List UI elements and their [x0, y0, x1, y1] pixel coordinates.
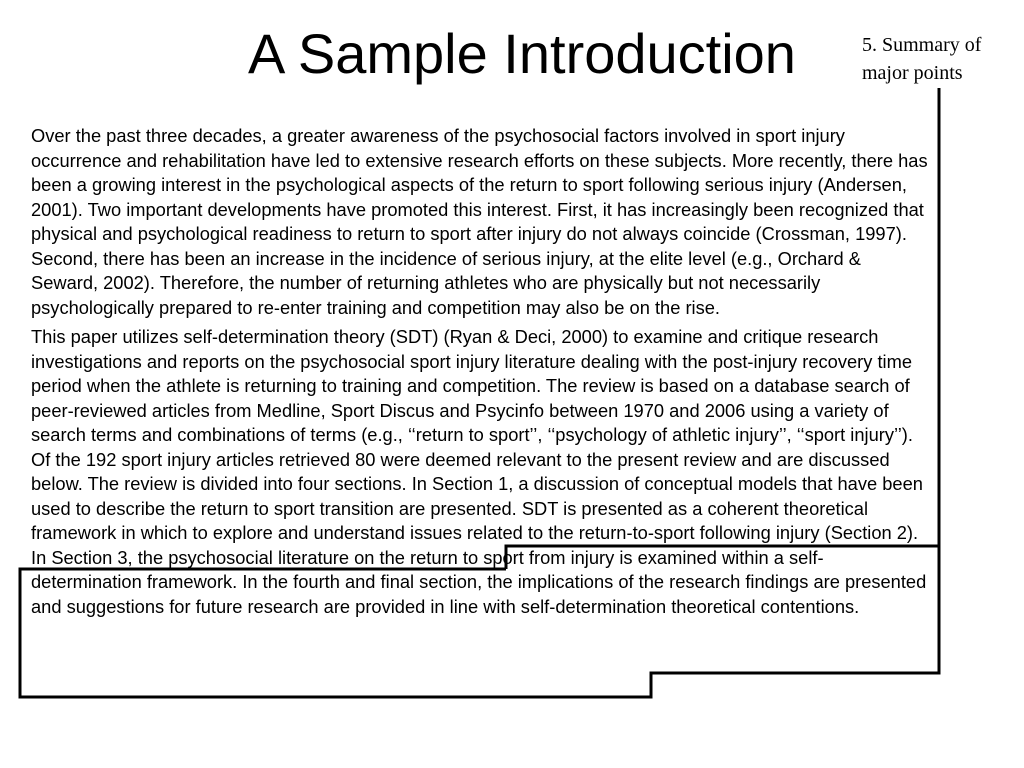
body-text — [31, 124, 933, 624]
callout-label: 5. Summary of major points — [862, 34, 982, 84]
paragraph-1: Over the past three decades, a greater awareness of the psychosocial factors involved in sport injury occurrence and rehabilitation have led to extensive research efforts on these subjects. More recently, there has been a growing interest in the psychological aspects of the return to sport following serious injury (Andersen, 2001). Two important developments have promoted this interest. First, it has increasingly been recognized that physical and psychological readiness to return to sport after injury do not always coincide (Crossman, 1997). Second, there has been an increase in the incidence of serious injury, at the elite level (e.g., Orchard & Seward, 2002). Therefore, the number of returning athletes who are physically but not necessarily psychologically prepared to re-enter training and competition may also be on the rise. — [31, 125, 928, 318]
paragraph-2: This paper utilizes self-determination theory (SDT) (Ryan & Deci, 2000) to examine and critique research investigations and reports on the psychosocial sport injury literature dealing with the post-injury recovery time period when the athlete is returning to training and competition. The review is based on a database search of peer-reviewed articles from Medline, Sport Discus and Psycinfo between 1970 and 2006 using a variety of search terms and combinations of terms (e.g., ‘‘return to sport’’, ‘‘psychology of athletic injury’’, ‘‘sport injury’’). Of the 192 sport injury articles retrieved 80 were deemed relevant to the present review and are discussed below. The review is divided into four sections. In Section 1, a discussion of conceptual models that have been used to describe the return to sport transition are presented. SDT is presented as a coherent theoretical framework in which to explore and understand issues related to the return-to-sport following injury (Section 2). In Section 3, the psychosocial literature on the return to sport from injury is examined within a self-determination framework. In the fourth and final section, the implications of the research findings are presented and suggestions for future research are provided in line with self-determination theoretical contentions. — [31, 326, 927, 617]
slide-title: A Sample Introduction — [248, 22, 796, 85]
